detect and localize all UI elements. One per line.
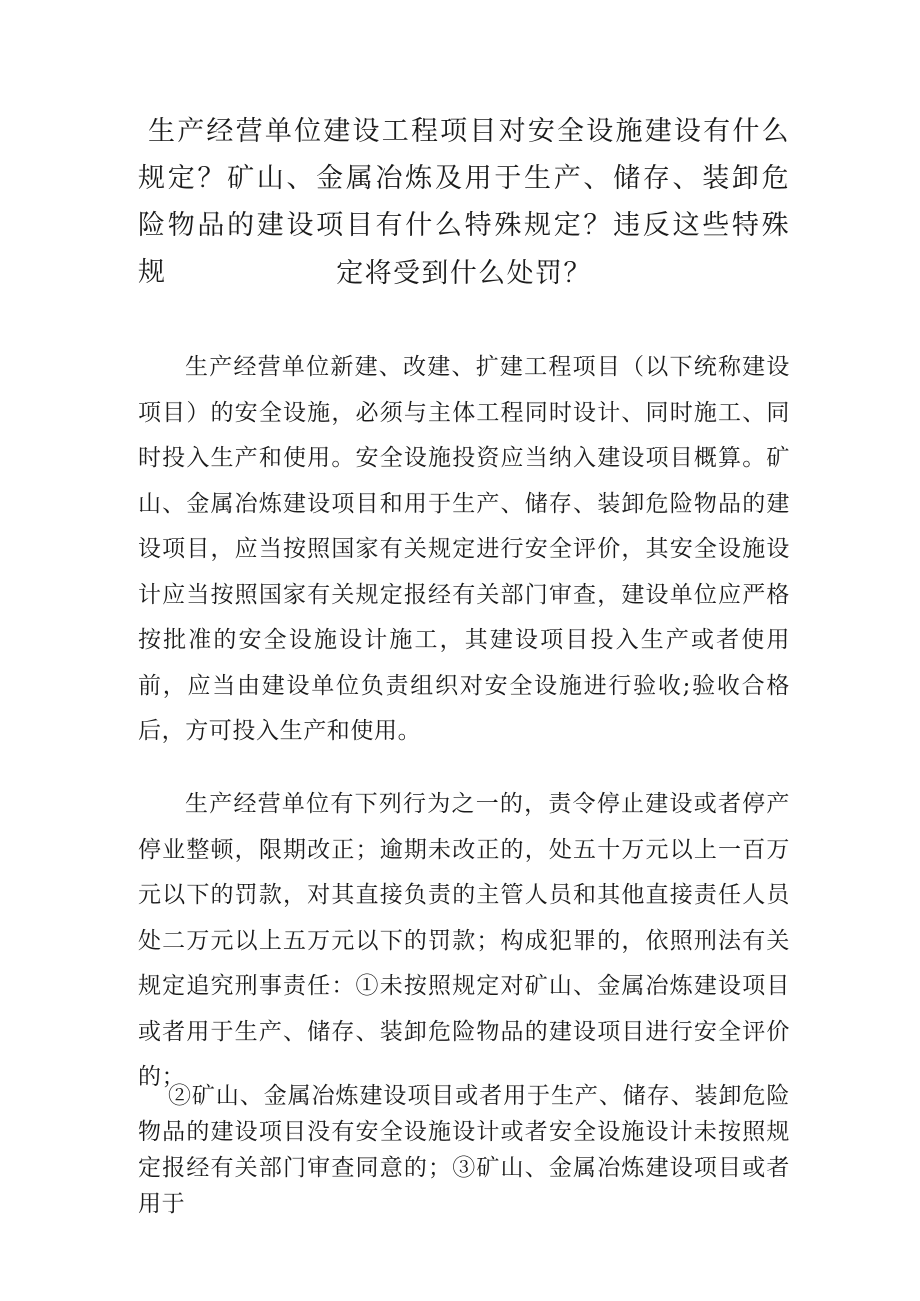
- paragraph-penalty-items: ②矿山、金属冶炼建设项目或者用于生产、储存、装卸危险物品的建设项目没有安全设施设计或者安全设施设计未按照规定报经有关部门审查同意的；③矿山、金属冶炼建设项目或者用于: [138, 1083, 790, 1217]
- paragraph-penalties: 生产经营单位有下列行为之一的，责令停止建设或者停产停业整顿，限期改正；逾期未改正的，处五十万元以上一百万元以下的罚款，对其直接负责的主管人员和其他直接责任人员处二万元以上五万元以下的罚款；构成犯罪的，依照刑法有关规定追究刑事责任：①未按照规定对矿山、金属冶炼建设项目或者用于生产、储存、装卸危险物品的建设项目进行安全评价的；: [138, 791, 790, 1090]
- document-title: 生产经营单位建设工程项目对安全设施建设有什么规定？矿山、金属冶炼及用于生产、储存、装卸危险物品的建设项目有什么特殊规定？违反这些特殊规: [138, 116, 790, 288]
- paragraph-construction-safety: 生产经营单位新建、改建、扩建工程项目（以下统称建设项目）的安全设施，必须与主体工程同时设计、同时施工、同时投入生产和使用。安全设施投资应当纳入建设项目概算。矿山、金属冶炼建设项目和用于生产、储存、装卸危险物品的建设项目，应当按照国家有关规定进行安全评价，其安全设施设计应当按照国家有关规定报经有关部门审查，建设单位应严格按批准的安全设施设计施工，其建设项目投入生产或者使用前，应当由建设单位负责组织对安全设施进行验收;验收合格后，方可投入生产和使用。: [138, 354, 790, 744]
- document-title-last-line: 定将受到什么处罚？: [336, 258, 592, 289]
